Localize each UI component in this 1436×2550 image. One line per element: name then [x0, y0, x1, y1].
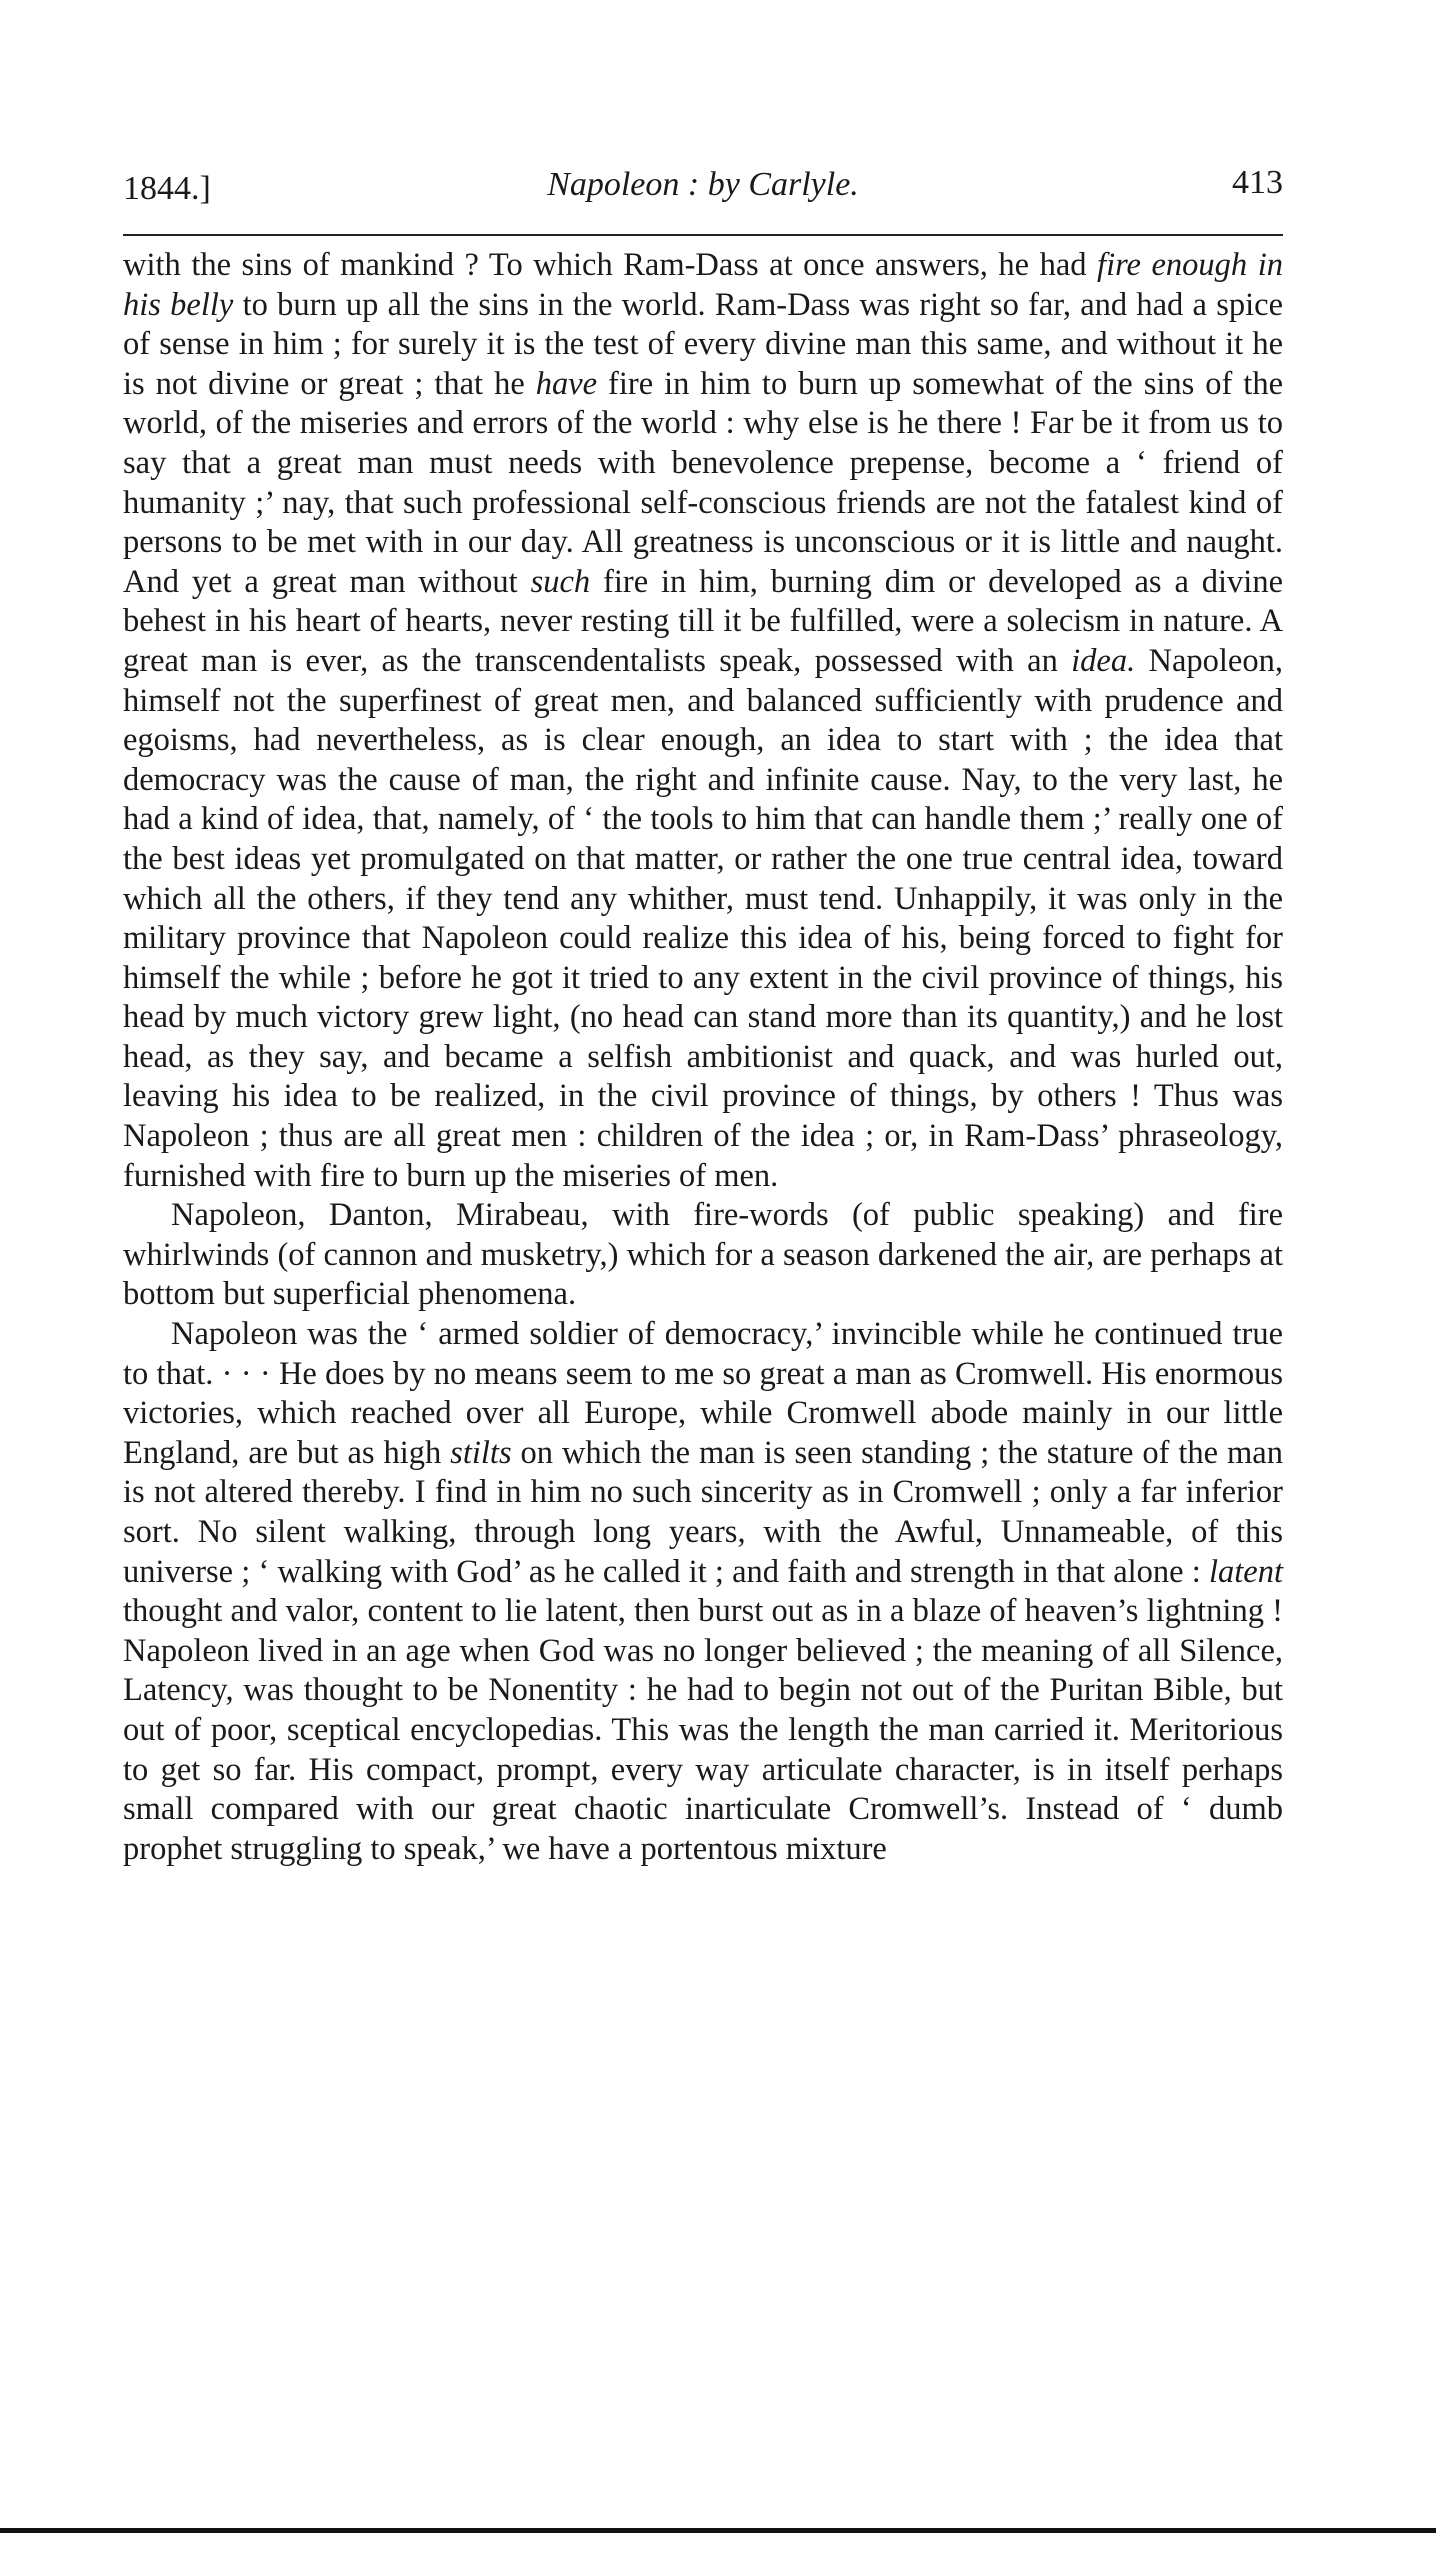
italic-text: fire enough in his belly — [123, 247, 1283, 323]
italic-text: idea. — [1071, 642, 1136, 679]
italic-text: stilts — [450, 1434, 512, 1471]
text-run: Napoleon, Danton, Mirabeau, with fire-words (of public speaking) and fire whirlwinds (of cannon and musketry,) which for a season darkened the air, are perhaps at bottom but superficial phenomena. — [123, 1197, 1283, 1313]
text-run: fire in him, burning dim or developed as a divine behest in his heart of hearts, never resting till it be fulfilled, were a solecism in nature. A great man is ever, as the transcendentalists speak, possessed with an — [123, 563, 1283, 679]
italic-text: such — [530, 563, 591, 600]
text-run: fire in him to burn up somewhat of the sins of the world, of the miseries and errors of the world : why else is he there ! Far be it from us to say that a great man must needs with benevolence prepense, become a ‘ friend of humanity ;’ nay, that such professional self-conscious friends are not the fatalest kind of persons to be met with in our day. All greatness is unconscious or it is little and naught. And yet a great man without — [123, 365, 1283, 600]
page-number: 413 — [1232, 164, 1283, 201]
page-bottom-edge — [0, 2528, 1436, 2533]
header-year: 1844.] — [123, 170, 211, 207]
paragraph — [123, 246, 1283, 1196]
text-run: Napoleon, himself not the superfinest of great men, and balanced sufficiently with prudence and egoisms, had nevertheless, as is clear enough, an idea to start with ; the idea that democracy was the cause of man, the right and infinite cause. Nay, to the very last, he had a kind of idea, that, namely, of ‘ the tools to him that can handle them ;’ really one of the best ideas yet promulgated on that matter, or rather the one true central idea, toward which all the others, if they tend any whither, must tend. Unhappily, it was only in the military province that Napoleon could realize this idea of his, being forced to fight for himself the while ; before he got it tried to any extent in the civil province of things, his head by much victory grew light, (no head can stand more than its quantity,) and he lost head, as they say, and became a selfish ambitionist and quack, and was hurled out, leaving his idea to be realized, in the civil province of things, by others ! Thus was Napoleon ; thus are all great men : children of the idea ; or, in Ram-Dass’ phraseology, furnished with fire to burn up the miseries of men. — [123, 642, 1283, 1194]
italic-text: latent — [1208, 1553, 1283, 1590]
text-run: to burn up all the sins in the world. Ram-Dass was right so far, and had a spice of sense in him ; for surely it is the test of every divine man this same, and without it he is not divine or great ; that he — [123, 286, 1283, 402]
body-text — [123, 246, 1283, 1869]
text-run: on which the man is seen standing ; the stature of the man is not altered thereby. I find in him no such sincerity as in Cromwell ; only a far inferior sort. No silent walking, through long years, with the Awful, Unnameable, of this universe ; ‘ walking with God’ as he called it ; and faith and strength in that alone : — [123, 1434, 1283, 1590]
italic-text: have — [535, 365, 598, 402]
header-title: Napoleon : by Carlyle. — [547, 166, 859, 203]
text-run: Napoleon was the ‘ armed soldier of democracy,’ invincible while he continued true to that. · · · He does by no means seem to me so great a man as Cromwell. His enormous victories, which reached over all Europe, while Cromwell abode mainly in our little England, are but as high — [123, 1316, 1283, 1471]
paragraph — [123, 1315, 1283, 1869]
text-run: thought and valor, content to lie latent, then burst out as in a blaze of heaven’s lightning ! Napoleon lived in an age when God was no longer believed ; the meaning of all Silence, Latency, was thought to be Nonentity : he had to begin not out of the Puritan Bible, but out of poor, sceptical encyclopedias. This was the length the man carried it. Meritorious to get so far. His compact, prompt, every way articulate character, is in itself perhaps small compared with our great chaotic inarticulate Cromwell’s. Instead of ‘ dumb prophet struggling to speak,’ we have a portentous mixture — [123, 1593, 1283, 1867]
paragraph — [123, 1196, 1283, 1315]
text-run: with the sins of mankind ? To which Ram-Dass at once answers, he had — [123, 247, 1098, 283]
running-header — [123, 160, 1283, 220]
header-rule — [123, 234, 1283, 236]
